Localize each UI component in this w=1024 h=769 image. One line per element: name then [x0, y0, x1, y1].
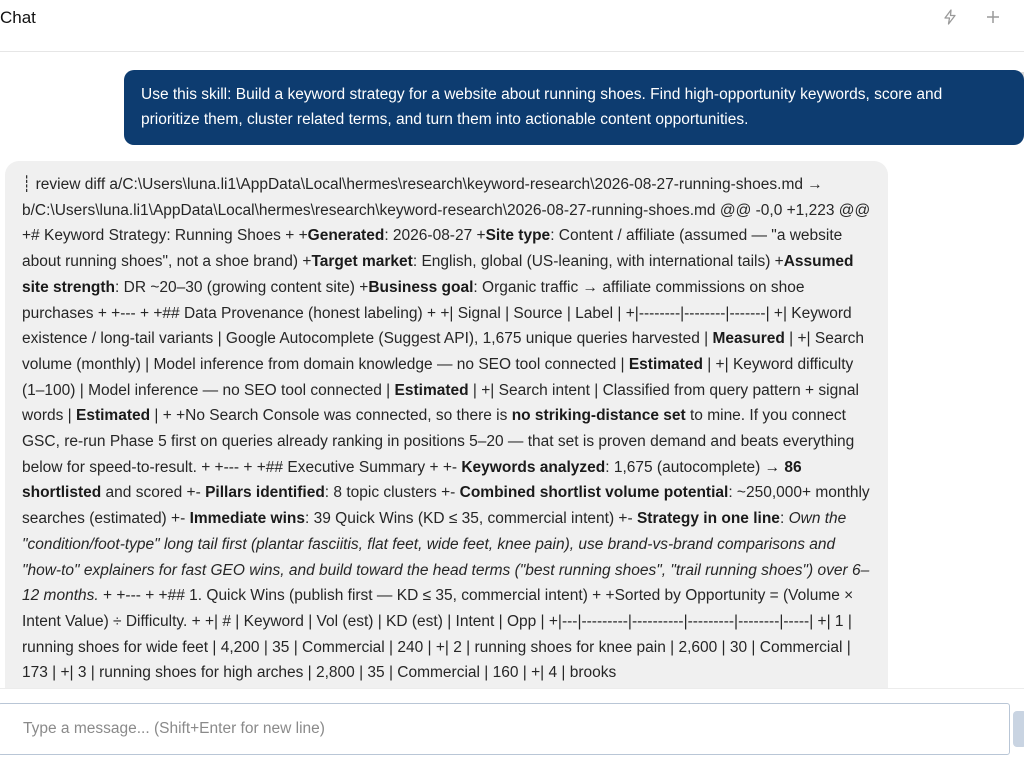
chat-header	[0, 0, 1024, 52]
plus-icon	[985, 9, 1001, 25]
message-input-placeholder: Type a message... (Shift+Enter for new line)	[23, 720, 325, 737]
user-message: Use this skill: Build a keyword strategy for a website about running shoes. Find high-opportunity keywords, score and prioritize them, cluster related terms, and turn them into actionable content opportunities.	[124, 70, 1024, 145]
message-input[interactable]	[0, 703, 1010, 755]
message-list[interactable]	[0, 52, 1024, 688]
new-chat-button[interactable]	[982, 6, 1004, 28]
assistant-message	[5, 161, 888, 688]
composer	[0, 688, 1024, 769]
lightning-icon	[942, 9, 958, 25]
page-title: Chat	[0, 8, 36, 27]
send-button[interactable]	[1013, 711, 1024, 747]
lightning-button[interactable]	[939, 6, 961, 28]
assistant-message-text: ┊ review diff a/C:\Users\luna.li1\AppData\Local\hermes\research\keyword-research\2026-08-27-running-shoes.md → b/C:\Users\luna.li1\AppData\Local\hermes\research\keyword-research\2026-08-27-running-shoes.md @@ -0,0 +1,223 @@ +# Keyword Strategy: Running Shoes + +Generated: 2026-08-27 +Site type: Content / affiliate (assumed — "a website about running shoes", not a shoe brand) +Target market: English, global (US-leaning, with international tails) +Assumed site strength: DR ~20–30 (growing content site) +Business goal: Organic traffic → affiliate commissions on shoe purchases + +--- + +## Data Provenance (honest labeling) + +| Signal | Source | Label | +|--------|--------|-------| +| Keyword existence / long-tail variants | Google Autocomplete (Suggest API), 1,675 unique queries harvested | Measured | +| Search volume (monthly) | Model inference from domain knowledge — no SEO tool connected | Estimated | +| Keyword difficulty (1–100) | Model inference — no SEO tool connected | Estimated | +| Search intent | Classified from query pattern + signal words | Estimated | + +No Search Console was connected, so there is no striking-distance set to mine. If you connect GSC, re-run Phase 5 first on queries already ranking in positions 5–20 — that set is proven demand and beats everything below for speed-to-result. + +--- + +## Executive Summary + +- Keywords analyzed: 1,675 (autocomplete) → 86 shortlisted and scored +- Pillars identified: 8 topic clusters +- Combined shortlist volume potential: ~250,000+ monthly searches (estimated) +- Immediate wins: 39 Quick Wins (KD ≤ 35, commercial intent) +- Strategy in one line: Own the "condition/foot-type" long tail first (plantar fasciitis, flat feet, wide feet, knee pain), use brand-vs-brand comparisons and "how-to" explainers for fast GEO wins, and build toward the head terms ("best running shoes", "trail running shoes") over 6–12 months. + +--- + +## 1. Quick Wins (publish first — KD ≤ 35, commercial intent) + +Sorted by Opportunity = (Volume × Intent Value) ÷ Difficulty. + +| # | Keyword | Vol (est) | KD (est) | Intent | Opp | +|---|---------|----------|---------|--------|-----| +| 1 | running shoes for wide feet | 4,200 | 35 | Commercial | 240 | +| 2 | running shoes for knee pain | 2,600 | 30 | Commercial | 173 | +| 3 | running shoes for high arches | 2,800 | 35 | Commercial | 160 | +| 4 | brooks	[22, 176, 871, 682]
